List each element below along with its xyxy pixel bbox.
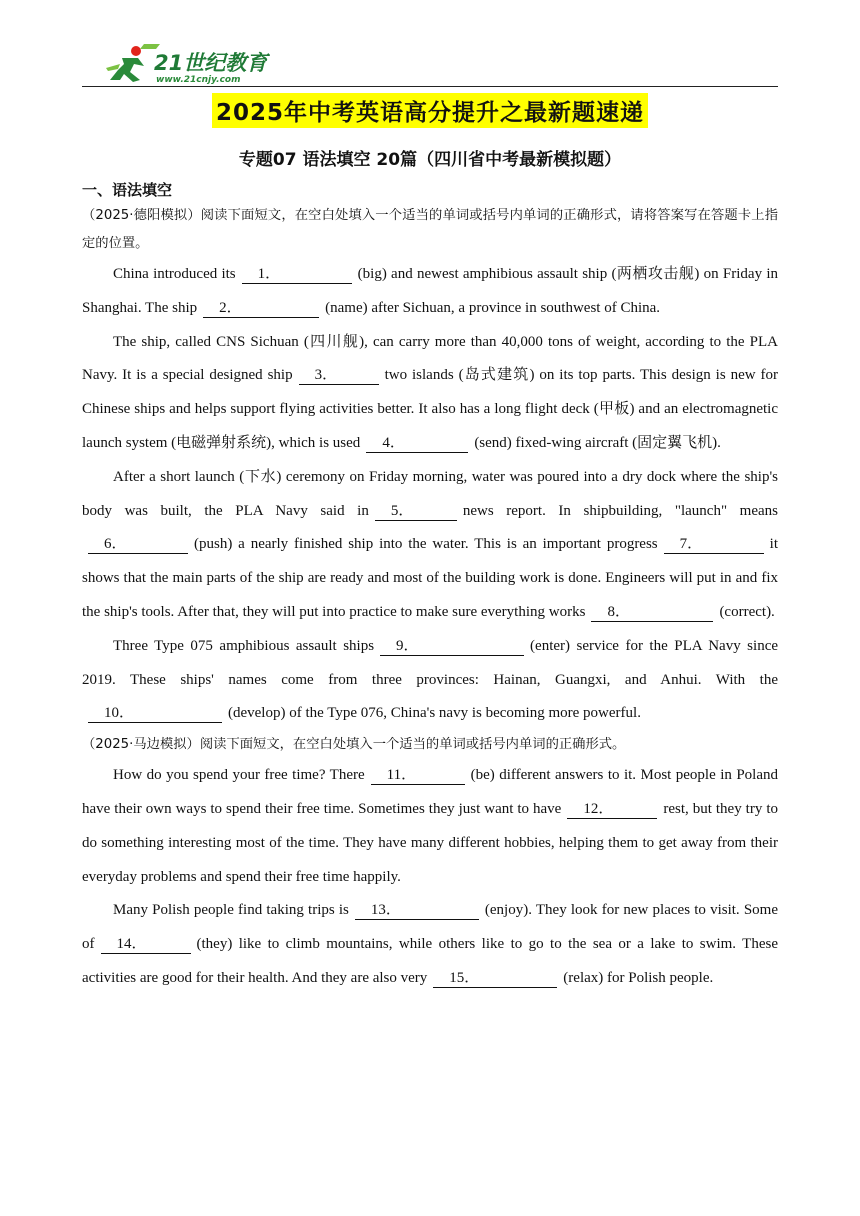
passage [82, 731, 778, 996]
blank-number: 15． [449, 969, 480, 986]
passage-paragraph: China introduced its 1． (big) and newest amphibious assault ship (两栖攻击舰) on Friday in Shanghai. The ship 2． (name) after Sichuan, a province in southwest of China. [82, 266, 778, 316]
answer-blank[interactable] [433, 970, 557, 988]
answer-blank[interactable] [355, 902, 479, 920]
answer-blank[interactable] [88, 536, 188, 554]
blank-number: 14． [116, 936, 147, 953]
header-divider [82, 86, 778, 87]
blank-number: 8． [607, 603, 630, 620]
answer-blank[interactable] [299, 367, 379, 385]
passage-intro: （2025·德阳模拟）阅读下面短文，在空白处填入一个适当的单词或括号内单词的正确形式，请将答案写在答题卡上指定的位置。 [82, 208, 778, 251]
answer-blank[interactable] [88, 705, 222, 723]
passage-paragraph: After a short launch (下水) ceremony on Friday morning, water was poured into a dry dock where the ship's body was built, the PLA Navy said in 5． news report. In shipbuilding, "launch" means6． (push) a nearly finished ship into the water. This is an important progress 7． it shows that the main parts of the ship are ready and most of the building work is done. Engineers will put in and fix the ship's tools. After that, they will put into practice to make sure everything works 8． (correct). [82, 468, 778, 620]
logo-text: 21世纪教育 [154, 51, 268, 75]
blank-number: 7． [679, 536, 703, 553]
blank-number: 4． [382, 434, 405, 451]
section-heading: 一、语法填空 [82, 181, 173, 199]
answer-blank[interactable] [242, 266, 352, 284]
page-subtitle: 专题07 语法填空 20篇（四川省中考最新模拟题） [238, 150, 622, 170]
blank-number: 12． [583, 800, 614, 817]
passage-paragraph: Three Type 075 amphibious assault ships 9． (enter) service for the PLA Navy since 2019. These ships' names come from three provinces: Hainan, Guangxi, and Anhui. With the10． (develop) of the Type 076, China's navy is becoming more powerful. [82, 637, 779, 722]
answer-blank[interactable] [375, 503, 457, 521]
answer-blank[interactable] [567, 801, 657, 819]
blank-number: 6． [104, 536, 127, 553]
answer-blank[interactable] [366, 435, 468, 453]
blank-number: 5． [390, 502, 414, 519]
page-title: 2025年中考英语高分提升之最新题速递 [212, 93, 648, 128]
passage-paragraph: Many Polish people find taking trips is 13． (enjoy). They look for new places to visit. Some of 14． (they) like to climb mountains, while others like to go to the sea or a lake to swim. These activities are good for their health. And they are also very 15． (relax) for Polish people. [82, 902, 779, 986]
passage-paragraph: How do you spend your free time? There 11． (be) different answers to it. Most people in Poland have their own ways to spend their free time. Sometimes they just want to have 12． rest, but they try to do something interesting most of the time. They have many different hobbies, helping them to get away from their everyday problems and spend their free time happily. [82, 767, 778, 885]
blank-number: 11． [386, 767, 417, 784]
site-logo [100, 40, 270, 86]
answer-blank[interactable] [380, 638, 524, 656]
answer-blank[interactable] [101, 936, 191, 954]
title-container [0, 93, 860, 128]
logo-graphic [100, 40, 270, 86]
blank-number: 2． [219, 299, 242, 316]
answer-blank[interactable] [371, 767, 465, 785]
passage-paragraph: The ship, called CNS Sichuan (四川舰), can carry more than 40,000 tons of weight, according to the PLA Navy. It is a special designed ship 3． two islands (岛式建筑) on its top parts. This design is new for Chinese ships and helps support flying activities better. It also has a long flight deck (甲板) and an electromagnetic launch system (电磁弹射系统), which is used 4． (send) fixed-wing aircraft (固定翼飞机). [82, 333, 779, 451]
blank-number: 13． [370, 902, 401, 919]
answer-blank[interactable] [591, 604, 713, 622]
blank-number: 9． [396, 637, 419, 654]
logo-runner-head-icon [131, 46, 141, 56]
answer-blank[interactable] [664, 536, 764, 554]
blank-number: 1． [257, 266, 281, 282]
document-body [82, 202, 778, 996]
passage [82, 202, 778, 731]
blank-number: 3． [314, 367, 338, 384]
blank-number: 10． [104, 705, 135, 722]
logo-url: www.21cnjy.com [156, 75, 241, 85]
answer-blank[interactable] [203, 300, 319, 318]
logo-runner-body-icon [110, 58, 144, 82]
passage-intro: （2025·马边模拟）阅读下面短文，在空白处填入一个适当的单词或括号内单词的正确形式。 [82, 737, 626, 753]
